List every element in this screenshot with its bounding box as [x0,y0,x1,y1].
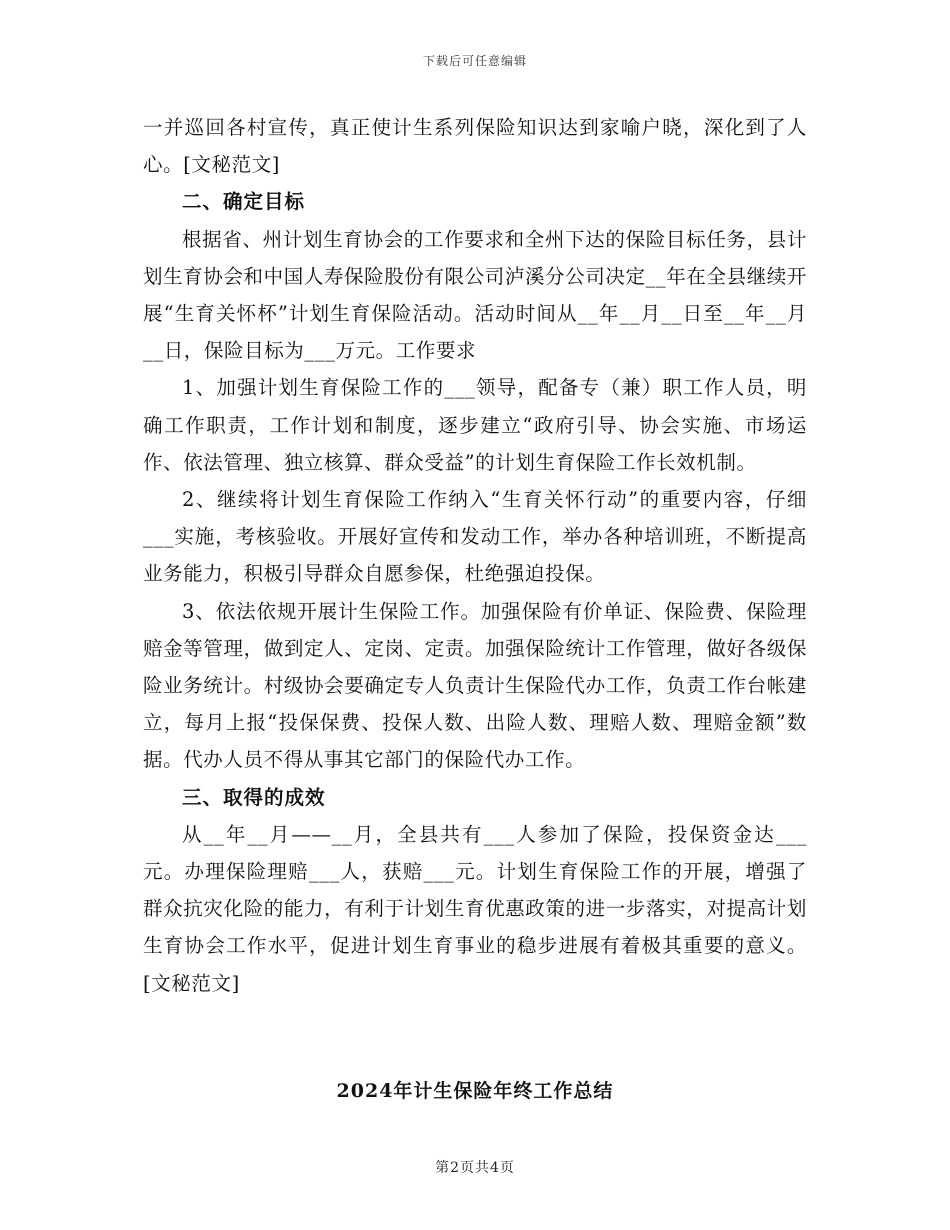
requirement-item-2: 2、继续将计划生育保险工作纳入“生育关怀行动”的重要内容，仔细___实施，考核验收。开展好宣传和发动工作，举办各种培训班，不断提高业务能力，积极引导群众自愿参保，杜绝强迫投保。 [143,488,807,586]
requirement-item-1: 1、加强计划生育保险工作的___领导，配备专（兼）职工作人员，明确工作职责，工作计划和制度，逐步建立“政府引导、协会实施、市场运作、依法管理、独立核算、群众受益”的计划生育保险工作长效机制。 [143,376,807,474]
paragraph-results: 从__年__月——__月，全县共有___人参加了保险，投保资金达___元。办理保险理赔___人，获赔___元。计划生育保险工作的开展，增强了群众抗灾化险的能力，有利于计划生育优惠政策的进一步落实，对提高计划生育协会工作水平，促进计划生育事业的稳步进展有着极其重要的意义。[文秘范文] [143,822,807,995]
next-document-title: 2024年计生保险年终工作总结 [336,1080,614,1102]
requirement-item-3: 3、依法依规开展计生保险工作。加强保险有价单证、保险费、保险理赔金等管理，做到定人、定岗、定责。加强保险统计工作管理，做好各级保险业务统计。村级协会要确定专人负责计生保险代办工作，负责工作台帐建立，每月上报“投保保费、投保人数、出险人数、理赔人数、理赔金额”数据。代办人员不得从事其它部门的保险代办工作。 [143,599,807,772]
section-heading-goal: 二、确定目标 [182,190,306,214]
paragraph-continued: 一并巡回各村宣传，真正使计生系列保险知识达到家喻户晓，深化到了人心。[文秘范文] [143,116,807,177]
page-number-indicator: 第2页共4页 [435,1160,515,1176]
document-body [143,109,807,1002]
page-header-note: 下载后可任意编辑 [422,54,527,68]
paragraph-goal: 根据省、州计划生育协会的工作要求和全州下达的保险目标任务，县计划生育协会和中国人寿保险股份有限公司泸溪分公司决定__年在全县继续开展“生育关怀杯”计划生育保险活动。活动时间从__年__月__日至__年__月__日，保险目标为___万元。工作要求 [143,227,807,363]
section-heading-results: 三、取得的成效 [182,785,326,809]
